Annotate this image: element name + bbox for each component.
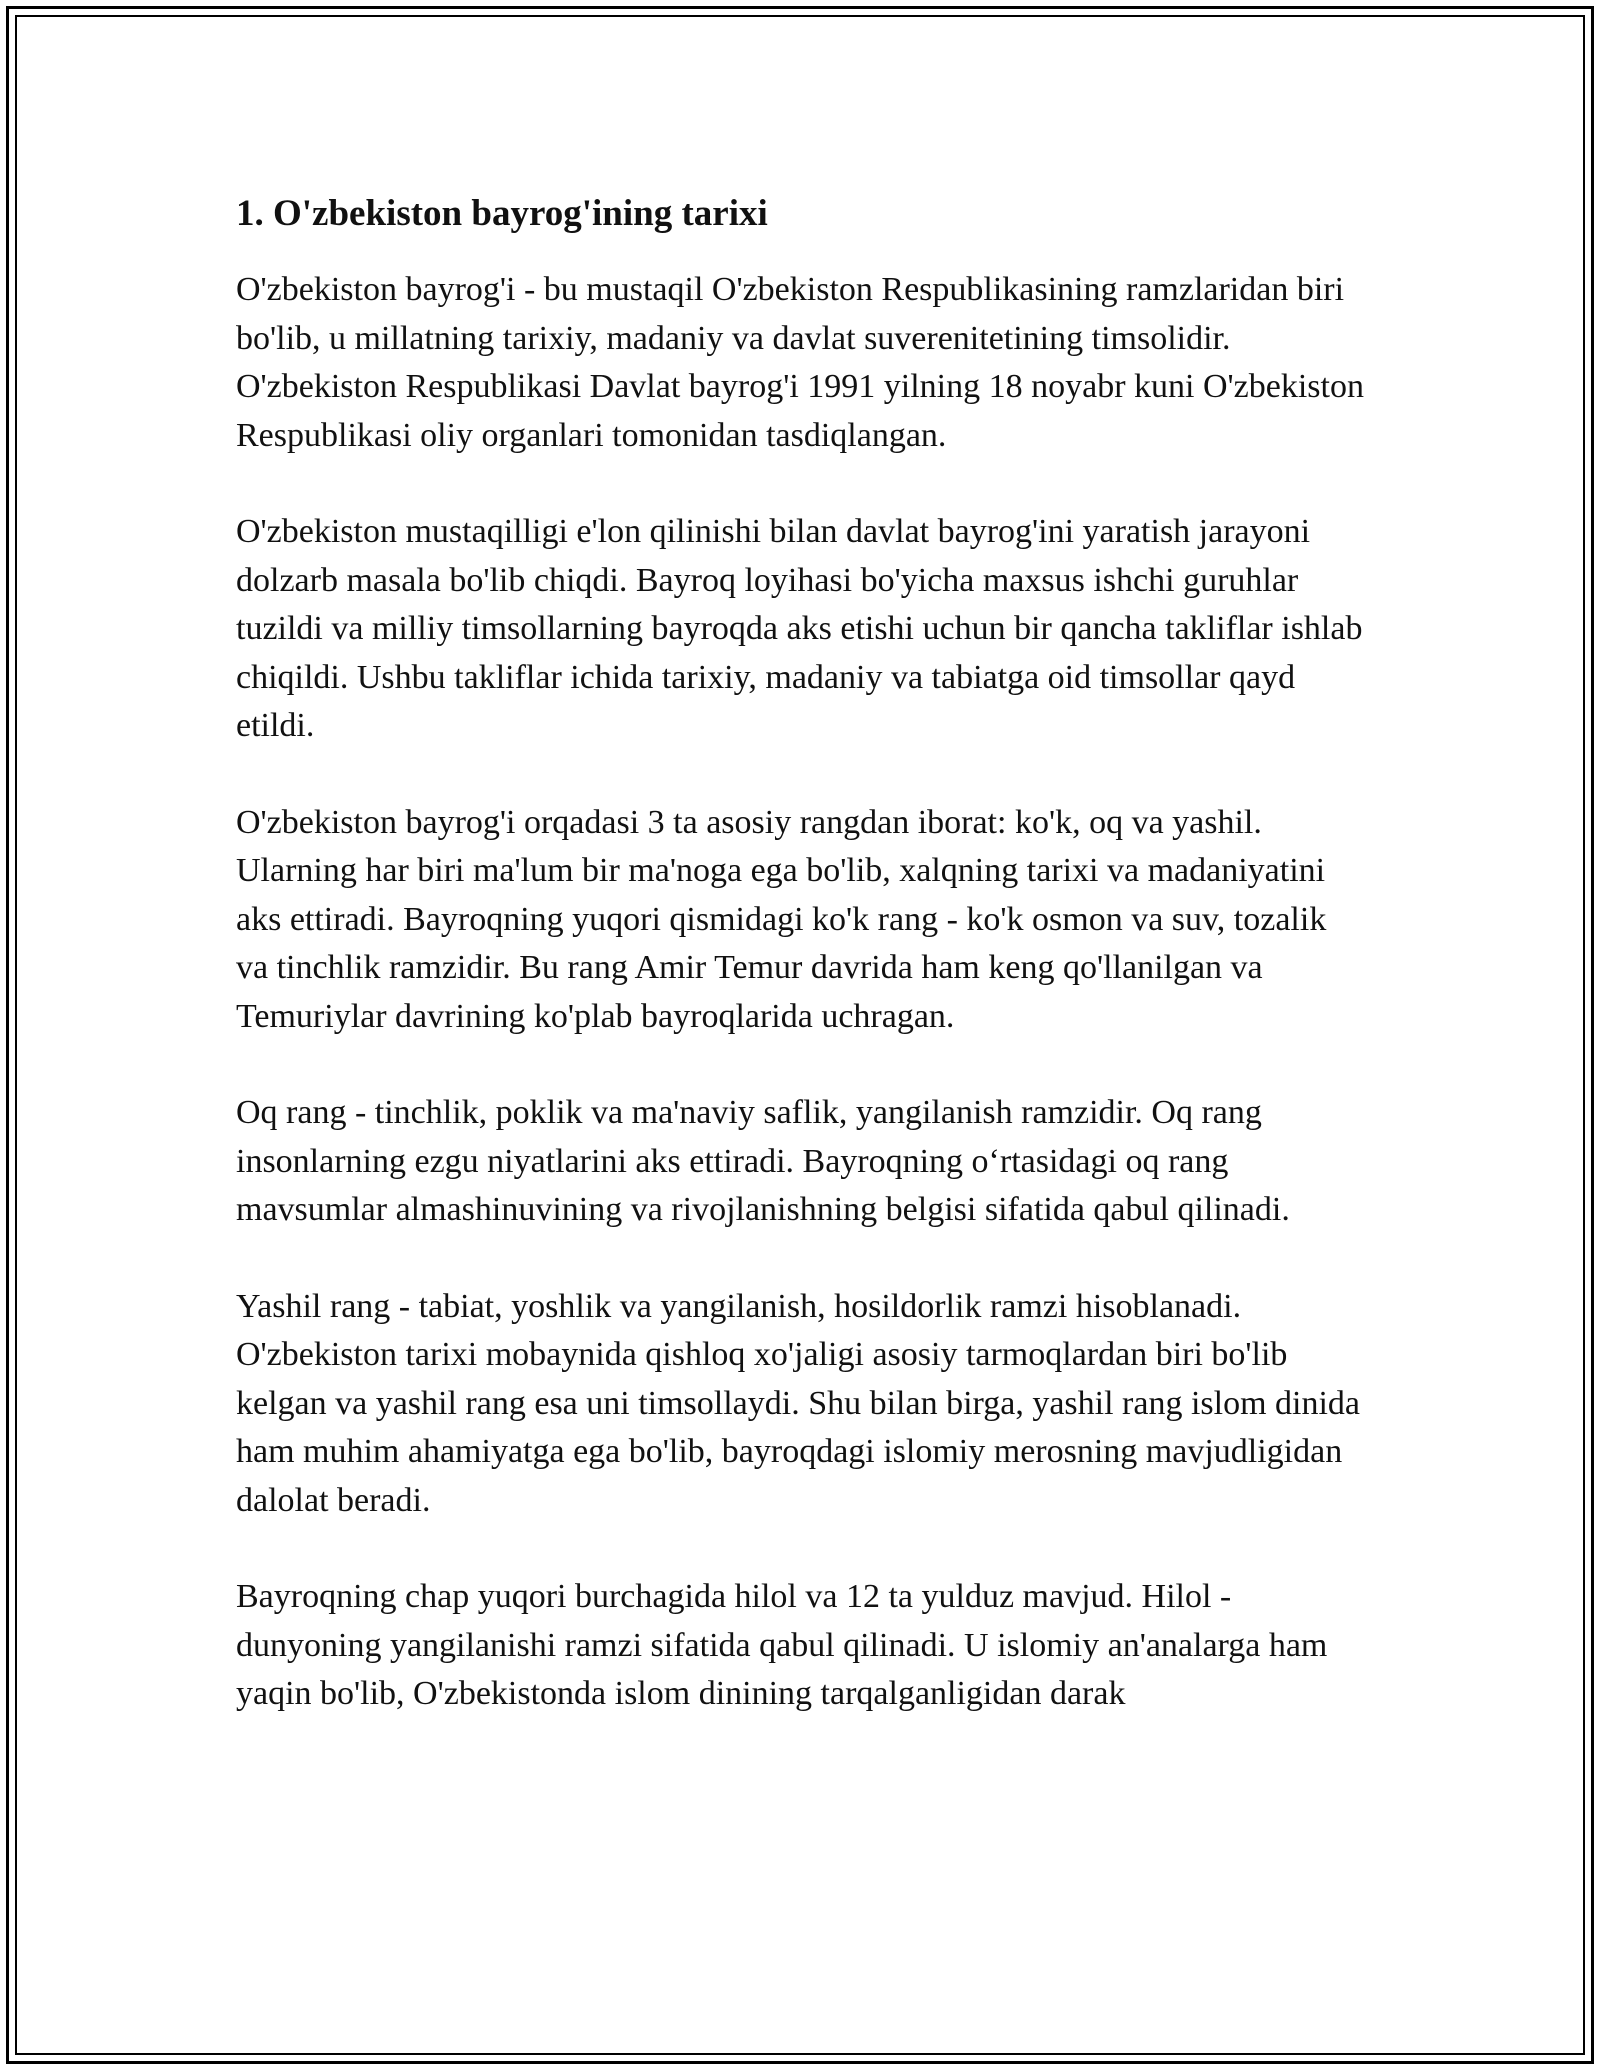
document-body [236,188,1366,1767]
paragraph: O'zbekiston bayrog'i - bu mustaqil O'zbekiston Respublikasining ramzlaridan biri bo'lib, u millatning tarixiy, madaniy va davlat suverenitetining timsolidir. O'zbekiston Respublikasi Davlat bayrog'i 1991 yilning 18 noyabr kuni O'zbekiston Respublikasi oliy organlari tomonidan tasdiqlangan. [236,271,1364,454]
paragraph: O'zbekiston bayrog'i orqadasi 3 ta asosiy rangdan iborat: ko'k, oq va yashil. Ularning har biri ma'lum bir ma'noga ega bo'lib, xalqning tarixi va madaniyatini aks ettiradi. Bayroqning yuqori qismidagi ko'k rang - ko'k osmon va suv, tozalik va tinchlik ramzidir. Bu rang Amir Temur davrida ham keng qo'llanilgan va Temuriylar davrining ko'plab bayroqlarida uchragan. [236,803,1327,1035]
paragraph: Yashil rang - tabiat, yoshlik va yangilanish, hosildorlik ramzi hisoblanadi. O'zbekiston tarixi mobaynida qishloq xo'jaligi asosiy tarmoqlardan biri bo'lib kelgan va yashil rang esa uni timsollaydi. Shu bilan birga, yashil rang islom dinida ham muhim ahamiyatga ega bo'lib, bayroqdagi islomiy merosning mavjudligidan dalolat beradi. [236,1287,1361,1519]
paragraph: Oq rang - tinchlik, poklik va ma'naviy saflik, yangilanish ramzidir. Oq rang insonlarning ezgu niyatlarini aks ettiradi. Bayroqning o‘rtasidagi oq rang mavsumlar almashinuvining va rivojlanishning belgisi sifatida qabul qilinadi. [236,1094,1290,1228]
paragraph: O'zbekiston mustaqilligi e'lon qilinishi bilan davlat bayrog'ini yaratish jarayoni dolzarb masala bo'lib chiqdi. Bayroq loyihasi bo'yicha maxsus ishchi guruhlar tuzildi va milliy timsollarning bayroqda aks etishi uchun bir qancha takliflar ishlab chiqildi. Ushbu takliflar ichida tarixiy, madaniy va tabiatga oid timsollar qayd etildi. [236,513,1363,744]
section-heading: 1. O'zbekiston bayrog'ining tarixi [236,193,768,234]
paragraph: Bayroqning chap yuqori burchagida hilol va 12 ta yulduz mavjud. Hilol - dunyoning yangilanishi ramzi sifatida qabul qilinadi. U islomiy an'analarga ham yaqin bo'lib, O'zbekistonda islom dinining tarqalganligidan darak [236,1578,1328,1712]
